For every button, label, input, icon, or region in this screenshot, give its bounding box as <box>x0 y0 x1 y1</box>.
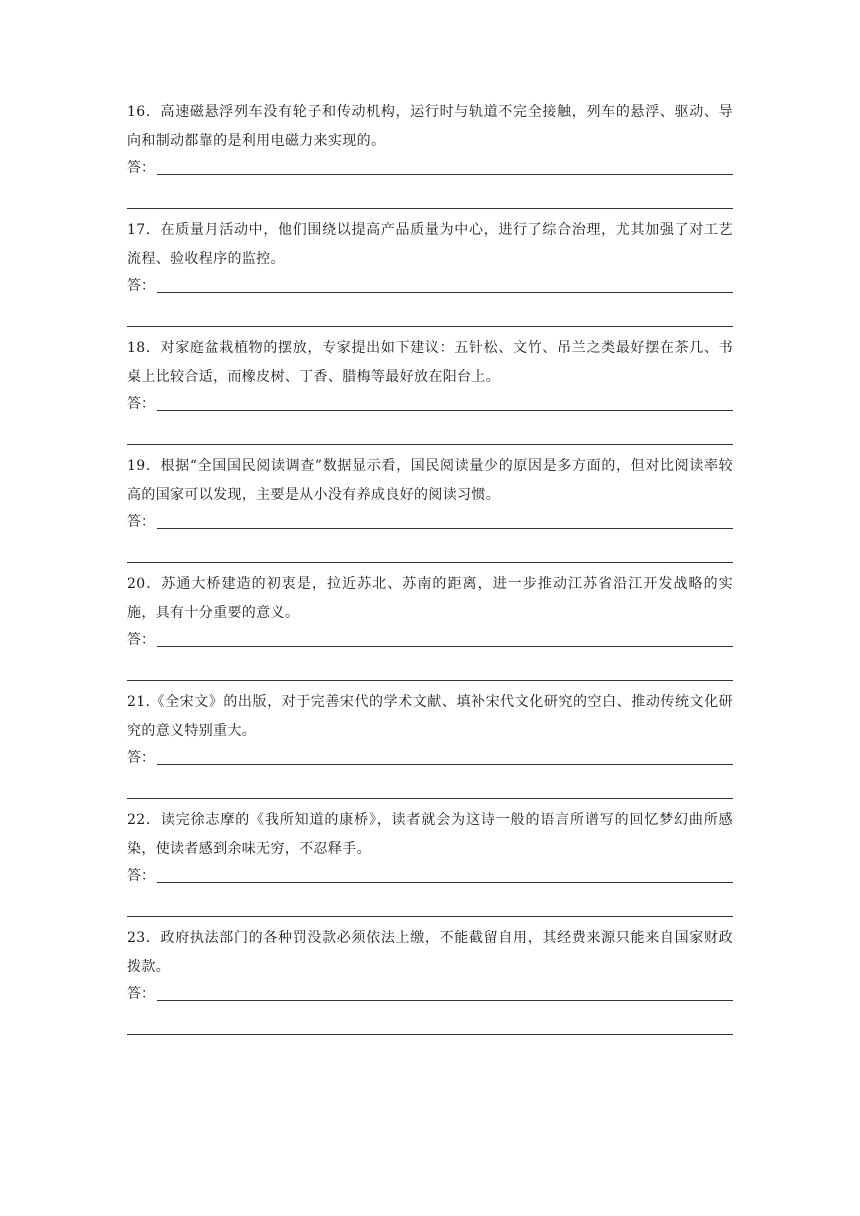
question-19 <box>127 452 733 570</box>
answer-label: 答： <box>127 278 155 294</box>
answer-line[interactable] <box>157 291 733 293</box>
answer-label: 答： <box>127 750 155 766</box>
question-text: 22．读完徐志摩的《我所知道的康桥》，读者就会为这诗一般的语言所谱写的回忆梦幻曲所感染，使读者感到余味无穷，不忍释手。 <box>127 812 733 857</box>
question-21 <box>127 688 733 806</box>
question-text: 21.《全宋文》的出版，对于完善宋代的学术文献、填补宋代文化研究的空白、推动传统文化研究的意义特别重大。 <box>127 694 733 739</box>
answer-label: 答： <box>127 396 155 412</box>
question-text: 20．苏通大桥建造的初衷是，拉近苏北、苏南的距离，进一步推动江苏省沿江开发战略的实施，具有十分重要的意义。 <box>127 576 733 621</box>
answer-line[interactable] <box>157 763 733 765</box>
answer-line-2[interactable] <box>127 798 733 799</box>
answer-row <box>127 982 733 1004</box>
answer-label: 答： <box>127 986 155 1002</box>
answer-line[interactable] <box>157 173 733 175</box>
answer-line-2[interactable] <box>127 916 733 917</box>
question-text: 23．政府执法部门的各种罚没款必须依法上缴，不能截留自用，其经费来源只能来自国家财政拨款。 <box>127 930 733 975</box>
question-text: 17．在质量月活动中，他们围绕以提高产品质量为中心，进行了综合治理，尤其加强了对工艺流程、验收程序的监控。 <box>127 222 733 267</box>
answer-line-2[interactable] <box>127 326 733 327</box>
answer-line-2[interactable] <box>127 680 733 681</box>
answer-row <box>127 510 733 532</box>
answer-line-2[interactable] <box>127 208 733 209</box>
question-text: 16．高速磁悬浮列车没有轮子和传动机构，运行时与轨道不完全接触，列车的悬浮、驱动、导向和制动都靠的是利用电磁力来实现的。 <box>127 104 733 149</box>
answer-line[interactable] <box>157 999 733 1001</box>
answer-line[interactable] <box>157 881 733 883</box>
worksheet <box>127 98 733 1042</box>
answer-label: 答： <box>127 868 155 884</box>
answer-label: 答： <box>127 632 155 648</box>
answer-line[interactable] <box>157 527 733 529</box>
question-18 <box>127 334 733 452</box>
question-text: 18．对家庭盆栽植物的摆放，专家提出如下建议：五针松、文竹、吊兰之类最好摆在茶几、书桌上比较合适，而橡皮树、丁香、腊梅等最好放在阳台上。 <box>127 340 733 385</box>
answer-line-2[interactable] <box>127 444 733 445</box>
answer-line-2[interactable] <box>127 1034 733 1035</box>
answer-row <box>127 746 733 768</box>
question-17 <box>127 216 733 334</box>
answer-row <box>127 864 733 886</box>
question-text: 19．根据“全国国民阅读调查”数据显示看，国民阅读量少的原因是多方面的，但对比阅读率较高的国家可以发现，主要是从小没有养成良好的阅读习惯。 <box>127 458 733 503</box>
question-20 <box>127 570 733 688</box>
answer-label: 答： <box>127 160 155 176</box>
answer-line-2[interactable] <box>127 562 733 563</box>
answer-row <box>127 628 733 650</box>
question-16 <box>127 98 733 216</box>
answer-row <box>127 274 733 296</box>
answer-line[interactable] <box>157 409 733 411</box>
answer-row <box>127 392 733 414</box>
answer-line[interactable] <box>157 645 733 647</box>
answer-row <box>127 156 733 178</box>
answer-label: 答： <box>127 514 155 530</box>
question-22 <box>127 806 733 924</box>
question-23 <box>127 924 733 1042</box>
